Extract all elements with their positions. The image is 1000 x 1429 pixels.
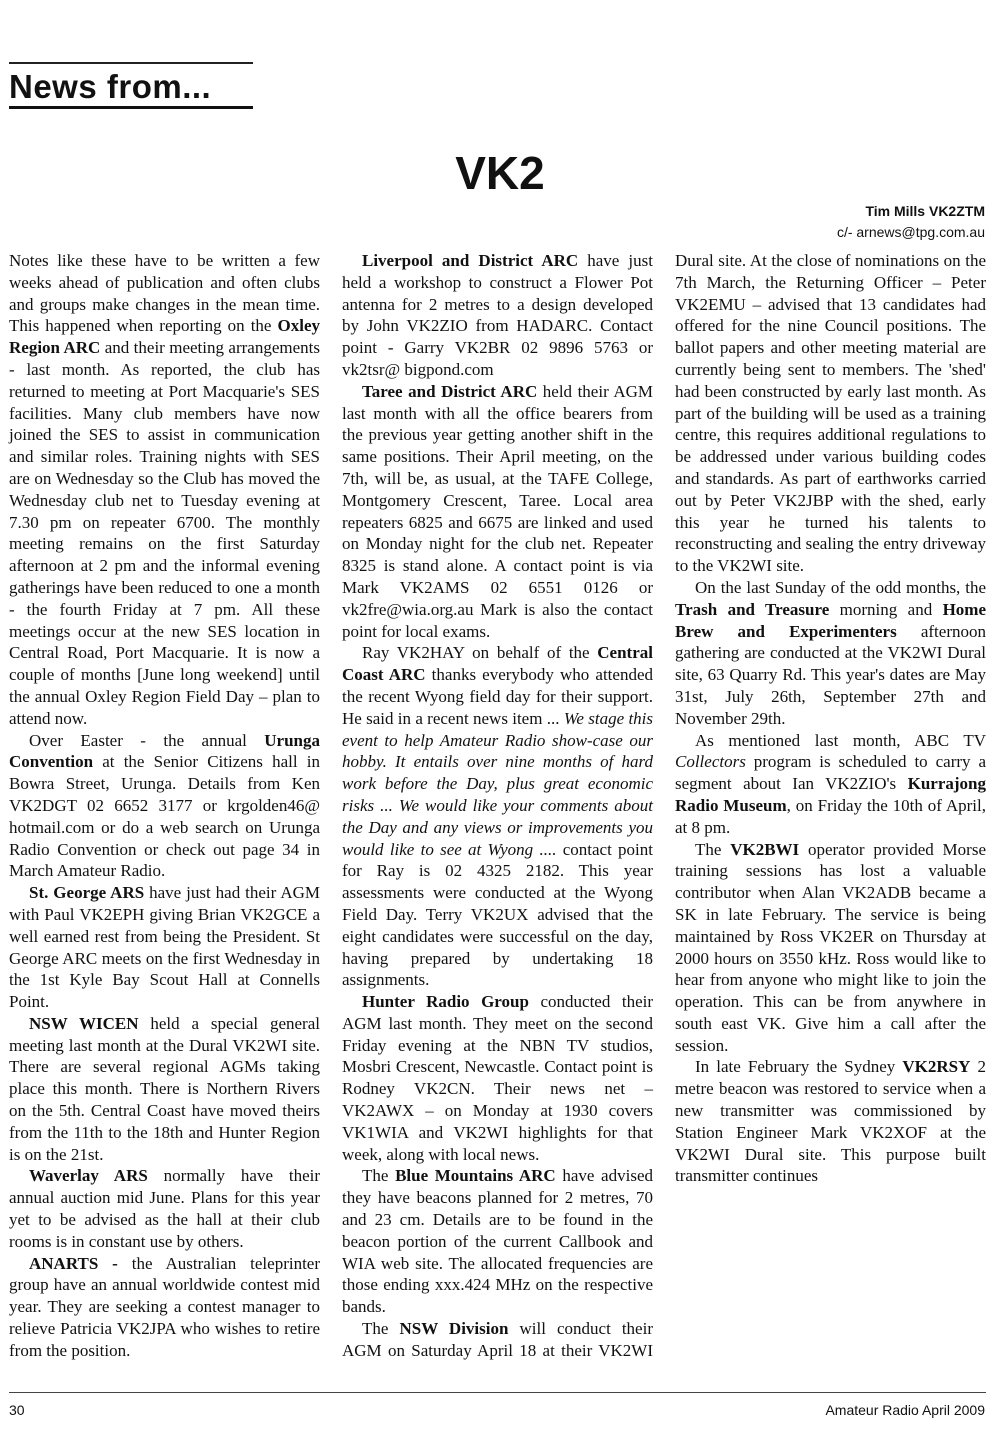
text: have advised they have beacons planned for 2 metres, 70 and 23 cm. Details are to be found in the beacon portion of the current Callbook and WIA web site. The allocated frequencies are those ending xxx.424 MHz on the respective bands. xyxy=(342,1166,653,1317)
paragraph-urunga xyxy=(9,730,320,883)
paragraph-vk2bwi xyxy=(675,839,986,1057)
club-name: Hunter Radio Group xyxy=(362,992,529,1012)
paragraph-liverpool xyxy=(342,250,653,381)
club-name: ANARTS - xyxy=(29,1253,118,1273)
paragraph-waverlay xyxy=(9,1165,320,1252)
club-name: Central Coast ARC xyxy=(342,643,653,685)
page-title: VK2 xyxy=(455,147,545,199)
text: the Australian teleprinter group have an annual worldwide contest mid year. They are seeking a contest manager to relieve Patricia VK2JPA who wishes to retire from the position. xyxy=(9,1253,321,1360)
text: On the last Sunday of the odd months, the xyxy=(695,577,986,597)
text: have just held a workshop to construct a Flower Pot antenna for 2 metres to a design developed by John VK2ZIO from HADARC. Contact point - Garry VK2BR 02 9896 5763 or vk2tsr@ bigpond.com xyxy=(342,251,653,379)
text: The xyxy=(362,1166,396,1186)
program-name: Collectors xyxy=(675,752,746,772)
text: afternoon gathering are conducted at the VK2WI Dural site, 63 Quarry Rd. This year's dates are May 31st, July 26th, September 27th and November 29th. xyxy=(675,621,986,728)
author-contact: c/- arnews@tpg.com.au xyxy=(836,224,985,240)
text: As mentioned last month, ABC TV xyxy=(695,730,986,750)
event-name: Urunga Convention xyxy=(9,730,320,772)
club-name: Liverpool and District ARC xyxy=(362,251,579,270)
author-name: Tim Mills VK2ZTM xyxy=(865,203,985,219)
text: contact point for Ray is 02 4325 2182. This year assessments were conducted at the Wyong Field Day. Terry VK2UX advised that the eight candidates were successful on the day, having prepared by undertaking 18 assignments. xyxy=(342,839,653,990)
text: In late February the Sydney xyxy=(695,1057,903,1077)
text: have just had their AGM with Paul VK2EPH giving Brian VK2GCE a well earned rest from being the President. St George ARC meets on the first Wednesday in the 1st Kyle Bay Scout Hall at Connells Point. xyxy=(9,883,320,1012)
paragraph-anarts xyxy=(9,1253,320,1362)
paragraph-wicen xyxy=(9,1013,320,1166)
paragraph-st-george xyxy=(9,882,320,1013)
section-underline xyxy=(9,106,253,109)
paragraph-trash-treasure xyxy=(675,577,986,730)
text: thanks everybody who attended the recent Wyong field day for their support. He said in a recent news item ... xyxy=(342,665,653,728)
club-name: NSW WICEN xyxy=(29,1013,139,1033)
text: Ray VK2HAY on behalf of the xyxy=(362,643,598,663)
club-name: NSW Division xyxy=(399,1319,509,1339)
footer-rule xyxy=(9,1392,986,1393)
club-name: Blue Mountains ARC xyxy=(395,1166,556,1186)
text: operator provided Morse training sessions has lost a valuable contributor when Alan VK2ADB became a SK in late February. The service is being maintained by Ross VK2ER on Thursday at 2000 hours on 3550 kHz. Ross would like to hear from anyone who might like to join the operation. This can be from anywhere in south east VK. Give him a call after the session. xyxy=(675,839,986,1055)
text: , on Friday the 10th of April, at 8 pm. xyxy=(675,795,987,837)
paragraph-collectors xyxy=(675,730,986,839)
text: Notes like these have to be written a few weeks ahead of publication and often clubs and groups make changes in the mean time. This happened when reporting on the xyxy=(9,251,320,336)
text: normally have their annual auction mid June. Plans for this year yet to be advised as the hall at their club rooms is in constant use by others. xyxy=(9,1166,320,1251)
paragraph-blue-mountains xyxy=(342,1165,653,1318)
club-name: Oxley Region ARC xyxy=(9,316,320,358)
event-name: Trash and Treasure xyxy=(675,599,830,619)
byline xyxy=(837,201,985,243)
text: 2 metre beacon was restored to service when a new transmitter was commissioned by Station Engineer Mark VK2XOF at the VK2WI Dural site. This purpose built transmitter continues xyxy=(675,1057,986,1186)
article-body xyxy=(9,250,986,1375)
club-name: Taree and District ARC xyxy=(362,381,538,401)
text: The xyxy=(695,839,731,859)
paragraph-oxley xyxy=(9,250,320,730)
publication-name: Amateur Radio April 2009 xyxy=(825,1402,985,1418)
text: morning and xyxy=(829,599,943,619)
text: and their meeting arrangements - last month. As reported, the club has returned to meeting at Port Macquarie's SES facilities. Many club members have now joined the SES to assist in communication and similar roles. Training nights with SES are on Wednesday so the Club has moved the Wednesday club net to Tuesday evening at 7.30 pm on repeater 6700. The monthly meeting remains on the first Saturday afternoon at 2 pm and the informal evening gatherings have been reduced to one a month - the fourth Friday at 7 pm. All these meetings occur at the new SES location in Central Road, Port Macquarie. It is now a couple of months [June long weekend] until the annual Oxley Region Field Day – plan to attend now. xyxy=(9,338,320,728)
club-name: Waverlay ARS xyxy=(29,1166,148,1186)
paragraph-vk2rsy xyxy=(675,1056,986,1187)
text: The xyxy=(362,1319,400,1339)
paragraph-central-coast xyxy=(342,642,653,991)
text: at the Senior Citizens hall in Bowra Street, Urunga. Details from Ken VK2DGT 02 6652 3177 or krgolden46@ hotmail.com or do a web search on Urunga Radio Convention or check out page 34 in March Amateur Radio. xyxy=(9,752,320,881)
callsign: VK2BWI xyxy=(730,839,800,859)
text: conducted their AGM last month. They meet on the second Friday evening at the NBN TV studios, Mosbri Crescent, Newcastle. Contact point is Rodney VK2CN. Their news net – VK2AWX – on Monday at 1930 covers VK1WIA and VK2WI highlights for that week, along with local news. xyxy=(342,992,654,1164)
event-name: Home Brew and Experimenters xyxy=(675,599,987,641)
text: held their AGM last month with all the office bearers from the previous year getting another shift in the same positions. Their April meeting, on the 7th, will be, as usual, at the TAFE College, Montgomery Crescent, Taree. Local area repeaters 6825 and 6675 are linked and used on Monday night for the club net. Repeater 8325 is stand alone. A contact point is via Mark VK2AMS 02 6551 0126 or vk2fre@wia.org.au Mark is also the contact point for local exams. xyxy=(342,381,653,641)
text: program is scheduled to carry a segment about Ian VK2ZIO's xyxy=(675,752,986,794)
paragraph-hunter xyxy=(342,991,653,1165)
club-name: St. George ARS xyxy=(29,883,145,903)
quote: We stage this event to help Amateur Radio show-case our hobby. It entails over nine months of hard work before the Day, plus great economic risks ... We would like your comments about the Day and any views or improvements you would like to see at Wyong .... xyxy=(342,708,654,859)
section-title: News from... xyxy=(9,68,212,105)
top-rule xyxy=(9,62,253,64)
museum-name: Kurrajong Radio Museum xyxy=(675,774,986,815)
text: will conduct their AGM on Saturday April 18 at their VK2WI Dural site. At the close of nominations on the 7th March, the Returning Officer – Peter VK2EMU – advised that 13 candidates had offered for the nine Council positions. The ballot papers and other meeting material are currently being sent to members. The 'shed' had been constructed by early last month. As part of the building will be used as a training centre, this requires additional regulations to be addressed under various building codes and standards. As part of earthworks carried out by Peter VK2JBP with the shed, early this year he turned his talents to reconstructing and sealing the entry driveway to the VK2WI site. xyxy=(342,251,986,1360)
text: held a special general meeting last month at the Dural VK2WI site. There are several regional AGMs taking place this month. There is Northern Rivers on the 5th. Central Coast have moved theirs from the 11th to the 18th and Hunter Region is on the 21st. xyxy=(9,1013,320,1164)
callsign: VK2RSY xyxy=(902,1057,971,1077)
page-number: 30 xyxy=(9,1402,25,1418)
text: Over Easter - the annual xyxy=(29,730,265,750)
paragraph-taree xyxy=(342,381,653,643)
